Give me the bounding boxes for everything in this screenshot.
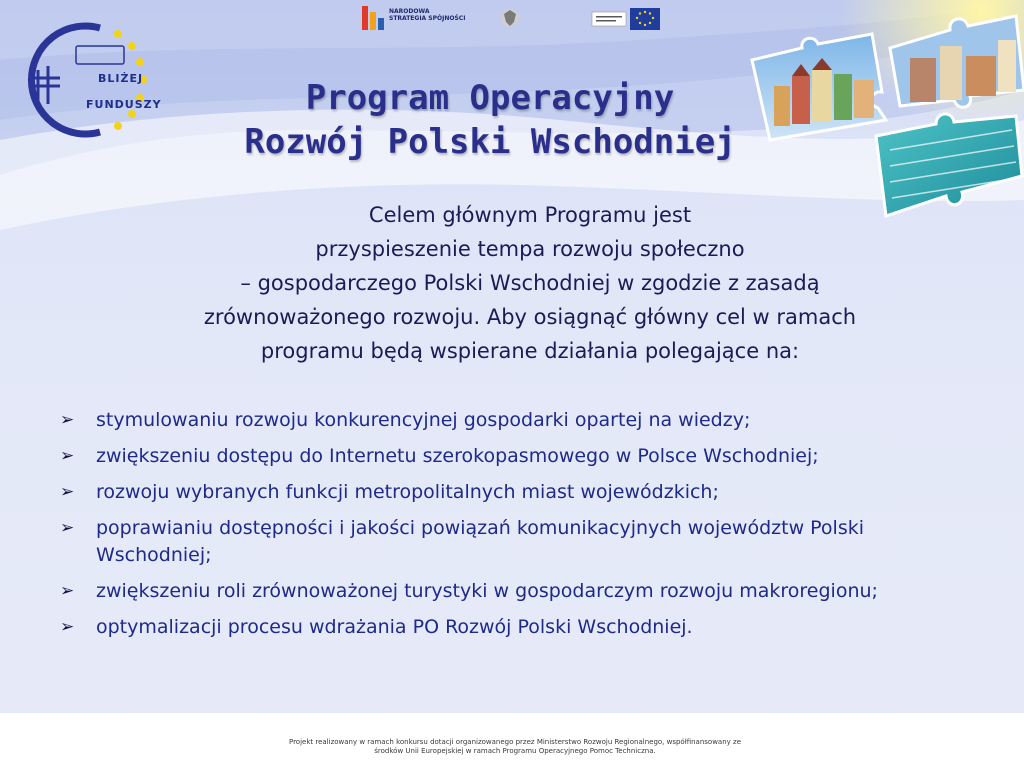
- intro-line-3: – gospodarczego Polski Wschodniej w zgodzie z zasadą: [240, 271, 820, 295]
- nss-logo-icon: [362, 6, 384, 30]
- eu-fund-logo: [592, 12, 626, 26]
- list-item-text: stymulowaniu rozwoju konkurencyjnej gospodarki opartej na wiedzy;: [96, 409, 751, 431]
- list-item-text: zwiększeniu roli zrównoważonej turystyki w gospodarczym rozwoju makroregionu;: [96, 580, 878, 602]
- page-title: [170, 76, 810, 164]
- arrow-bullet-icon: ➢: [60, 482, 75, 502]
- intro-line-1: Celem głównym Programu jest: [368, 203, 692, 227]
- intro-line-5: programu będą wspierane działania polegające na:: [260, 339, 800, 363]
- list-item: [60, 578, 980, 605]
- list-item: [60, 515, 980, 569]
- list-item-text: zwiększeniu dostępu do Internetu szerokopasmowego w Polsce Wschodniej;: [96, 445, 819, 467]
- puzzle-photos: [740, 0, 1024, 230]
- arrow-bullet-icon: ➢: [60, 410, 75, 430]
- intro-line-4: zrównoważonego rozwoju. Aby osiągnąć główny cel w ramach: [203, 305, 857, 329]
- logo-text-funduszy: FUNDUSZY: [86, 98, 162, 111]
- list-item-text: optymalizacji procesu wdrażania PO Rozwój Polski Wschodniej.: [96, 616, 693, 638]
- list-item: [60, 443, 980, 470]
- eu-flag-icon: [630, 8, 660, 30]
- nss-text: [389, 8, 465, 22]
- arrow-bullet-icon: ➢: [60, 617, 75, 637]
- goals-list: [60, 407, 980, 650]
- intro-paragraph: [120, 198, 940, 368]
- list-item: [60, 407, 980, 434]
- title-line-2: Rozwój Polski Wschodniej: [244, 122, 736, 162]
- logo-text-blizej: BLIŻEJ: [98, 72, 144, 85]
- polish-eagle-icon: [501, 9, 519, 27]
- list-item-text: poprawianiu dostępności i jakości powiązań komunikacyjnych województw Polski Wschodniej;: [96, 517, 865, 566]
- list-item: [60, 479, 980, 506]
- arrow-bullet-icon: ➢: [60, 446, 75, 466]
- title-line-1: Program Operacyjny: [305, 78, 675, 118]
- intro-line-2: przyspieszenie tempa rozwoju społeczno: [315, 237, 745, 261]
- list-item-text: rozwoju wybranych funkcji metropolitalnych miast wojewódzkich;: [96, 481, 719, 503]
- nss-line-1: NARODOWA: [389, 8, 430, 15]
- list-item: [60, 614, 980, 641]
- nss-line-2: STRATEGIA SPÓJNOŚCI: [389, 15, 466, 22]
- funds-logo: [20, 20, 160, 140]
- footer-note: Projekt realizowany w ramach konkursu dotacji organizowanego przez Ministerstwo Rozwoju Regionalnego, współfinansowany ze środków Unii Europejskiej w ramach Programu Operacyjnego Pomoc Techniczna.: [288, 738, 742, 755]
- arrow-bullet-icon: ➢: [60, 581, 75, 601]
- arrow-bullet-icon: ➢: [60, 518, 75, 538]
